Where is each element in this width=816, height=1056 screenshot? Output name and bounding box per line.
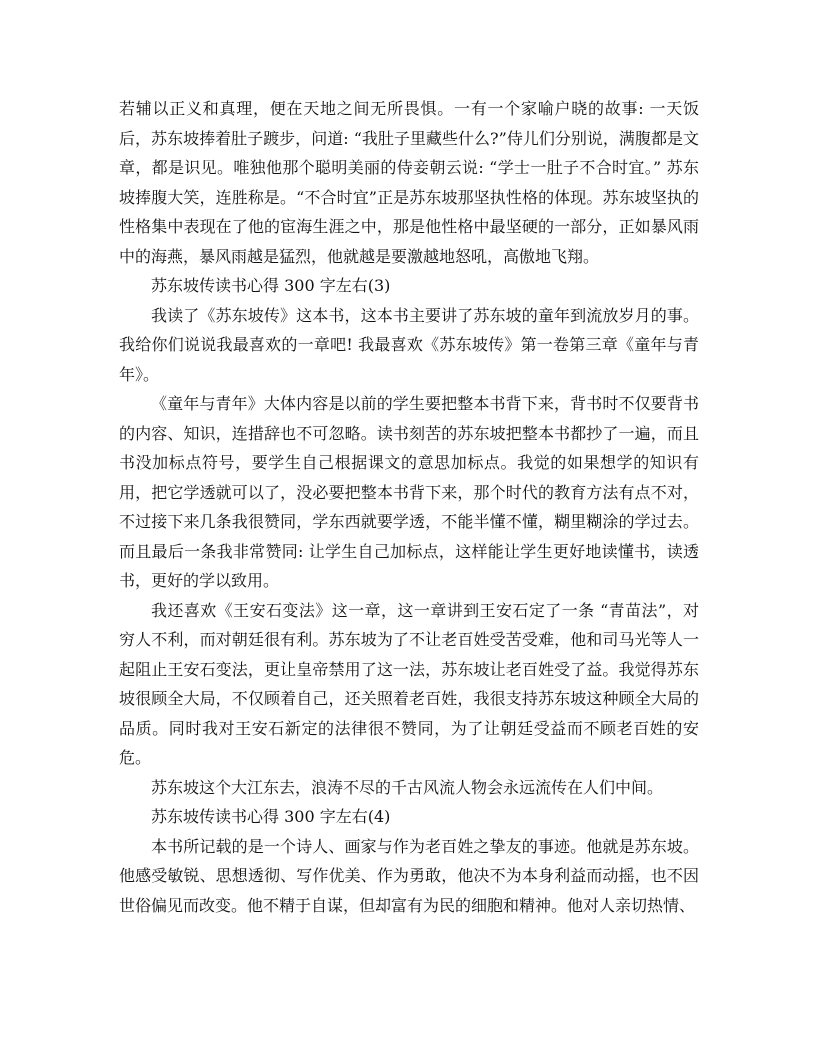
section-heading: 苏东坡传读书心得 300 字左右(3) [151,276,391,295]
body-paragraph: 苏东坡这个大江东去，浪涛不尽的千古风流人物会永远流传在人们中间。 [151,777,664,797]
body-paragraph: 我读了《苏东坡传》这本书，这本书主要讲了苏东坡的童年到流放岁月的事。我给你们说说我最喜欢的一章吧! 我最喜欢《苏东坡传》第一卷第三章《童年与青年》。 [119,305,699,384]
document-body [119,94,699,920]
body-paragraph: 若辅以正义和真理，便在天地之间无所畏惧。一有一个家喻户晓的故事: 一天饭后，苏东坡捧着肚子踱步，问道: “我肚子里藏些什么?”侍儿们分别说，满腹都是文章，都是识见。唯独他那个聪明美丽的侍妾朝云说: “学士一肚子不合时宜。” 苏东坡捧腹大笑，连胜称是。“不合时宜”正是苏东坡那坚执性格的体现。苏东坡坚执的性格集中表现在了他的宦海生涯之中，那是他性格中最坚硬的一部分，正如暴风雨中的海燕，暴风雨越是猛烈，他就越是要激越地怒吼，高傲地飞翔。 [119,99,699,266]
body-paragraph: 我还喜欢《王安石变法》这一章，这一章讲到王安石定了一条 “青苗法”，对穷人不利，而对朝廷很有利。苏东坡为了不让老百姓受苦受难，他和司马光等人一起阻止王安石变法，更让皇帝禁用了这一法，苏东坡让老百姓受了益。我觉得苏东坡很顾全大局，不仅顾着自己，还关照着老百姓，我很支持苏东坡这种顾全大局的品质。同时我对王安石新定的法律很不赞同，为了让朝廷受益而不顾老百姓的安危。 [119,600,699,767]
body-paragraph: 本书所记载的是一个诗人、画家与作为老百姓之挚友的事迹。他就是苏东坡。他感受敏锐、思想透彻、写作优美、作为勇敢，他决不为本身利益而动摇，也不因世俗偏见而改变。他不精于自谋，但却富有为民的细胞和精神。他对人亲切热情、 [119,836,699,915]
section-heading: 苏东坡传读书心得 300 字左右(4) [151,807,391,826]
body-paragraph: 《童年与青年》大体内容是以前的学生要把整本书背下来，背书时不仅要背书的内容、知识，连措辞也不可忽略。读书刻苦的苏东坡把整本书都抄了一遍，而且书没加标点符号，要学生自己根据课文的意思加标点。我觉的如果想学的知识有用，把它学透就可以了，没必要把整本书背下来，那个时代的教育方法有点不对，不过接下来几条我很赞同，学东西就要学透，不能半懂不懂，糊里糊涂的学过去。而且最后一条我非常赞同: 让学生自己加标点，这样能让学生更好地读懂书，读透书，更好的学以致用。 [119,394,699,590]
